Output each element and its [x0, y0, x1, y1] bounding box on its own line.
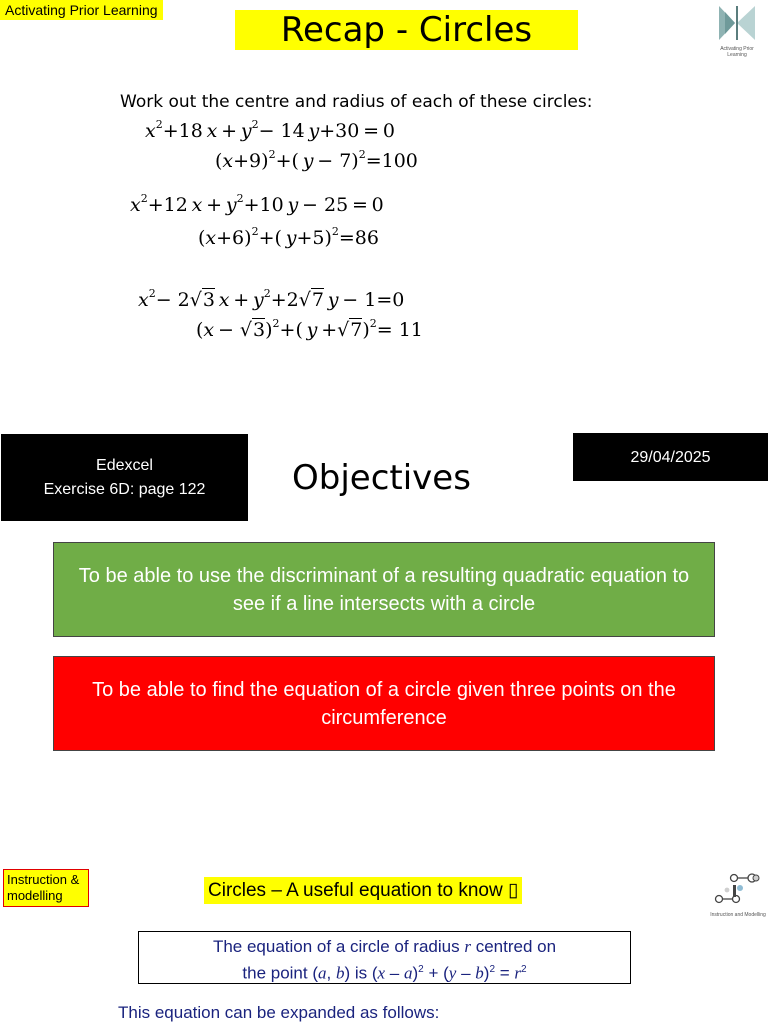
answer-2-equation [198, 227, 379, 249]
q3-y: y [253, 289, 264, 311]
q2-plus: + [206, 194, 223, 216]
slide-objectives [0, 430, 768, 850]
q3-y-exp: 2 [263, 287, 271, 300]
q2-x-exp: 2 [140, 192, 148, 205]
eq-square-1: 2 [418, 964, 424, 975]
a1-rhs: =100 [365, 150, 418, 172]
a1-x: x [222, 150, 234, 172]
q3-coef-y: +2√ [270, 289, 311, 311]
q2-y2: y [287, 194, 299, 216]
eq-text-3: the point ( [242, 963, 318, 983]
eq-square-2: 2 [489, 964, 495, 975]
q1-y: y [240, 120, 252, 142]
a3-plus-root: +√ [321, 319, 350, 341]
eq-text-2: centred on [475, 937, 557, 956]
apl-logo-caption: Activating Prior Learning [720, 46, 754, 58]
question-1-equation [145, 120, 395, 142]
expand-text: This equation can be expanded as follows: [118, 1003, 440, 1022]
q1-x2: x [206, 120, 218, 142]
a2-plus: +( [258, 227, 282, 249]
eq-r: r [514, 963, 522, 983]
slide-recap [0, 0, 768, 430]
q1-x-exp: 2 [155, 118, 163, 131]
activating-prior-learning-tag: Activating Prior Learning [0, 0, 163, 20]
eq-x: x [377, 963, 386, 983]
a1-plus: +( [275, 150, 299, 172]
q2-x: x [130, 194, 141, 216]
q1-y2: y [308, 120, 320, 142]
a3-x: x [203, 319, 215, 341]
circles-title-text: Circles – A useful equation to know [208, 880, 503, 901]
q1-const: +30 = 0 [319, 120, 395, 142]
q1-plus: + [221, 120, 238, 142]
a3-open: ( [196, 319, 204, 341]
eq-minus-1: – [389, 963, 400, 983]
a1-exp2: 2 [358, 148, 366, 161]
a3-minus-root: − √ [217, 319, 253, 341]
eq-centre-a: a [318, 963, 327, 983]
eq-square-3: 2 [521, 964, 527, 975]
apl-logo-icon [715, 4, 759, 42]
q2-const: − 25 = 0 [302, 194, 384, 216]
a2-y: y [285, 227, 297, 249]
exercise-reference-box [1, 434, 248, 521]
a2-x: x [205, 227, 217, 249]
q1-coef-y: − 14 [258, 120, 305, 142]
a1-xterm: +9) [233, 150, 269, 172]
q3-const: − 1=0 [342, 289, 405, 311]
a2-exp1: 2 [251, 225, 259, 238]
a1-yterm: − 7) [317, 150, 359, 172]
q3-root7: 7 [311, 289, 324, 311]
eq-text-4: ) is ( [344, 963, 378, 983]
recap-instruction: Work out the centre and radius of each of these circles: [120, 92, 593, 112]
q1-coef-x: +18 [162, 120, 203, 142]
slide-instruction [0, 850, 768, 1024]
circle-equation-line-1 [139, 935, 630, 958]
a1-exp1: 2 [268, 148, 276, 161]
activating-prior-learning-logo [712, 4, 762, 60]
objective-1 [53, 542, 715, 637]
modelling-logo-caption: Instruction and Modelling [710, 912, 766, 918]
q1-x: x [145, 120, 156, 142]
q2-coef-y: +10 [243, 194, 284, 216]
a2-xterm: +6) [216, 227, 252, 249]
objective-1-text: To be able to use the discriminant of a resulting quadratic equation to see if a line intersects with a circle [78, 564, 690, 615]
objective-2 [53, 656, 715, 751]
a2-yterm: +5) [296, 227, 332, 249]
a3-rhs: = 11 [376, 319, 423, 341]
question-3-equation [138, 289, 404, 311]
missing-glyph-icon: ▯ [507, 880, 519, 901]
a2-open: ( [198, 227, 206, 249]
page-title: Recap - Circles [235, 10, 578, 50]
a3-root3: 3 [253, 319, 266, 341]
q2-y: y [225, 194, 237, 216]
eq-a: a [404, 963, 413, 983]
a3-close2: ) [362, 319, 370, 341]
eq-comma: , [326, 963, 332, 983]
eq-equals: = [499, 963, 510, 983]
q2-x2: x [191, 194, 203, 216]
exam-board: Edexcel [96, 456, 153, 474]
eq-radius-var: r [464, 937, 471, 956]
eq-b: b [475, 963, 484, 983]
eq-close-1: ) [412, 963, 419, 983]
q3-x-exp: 2 [148, 287, 156, 300]
a1-y: y [302, 150, 314, 172]
eq-close-2: ) [483, 963, 490, 983]
a3-root7: 7 [350, 319, 363, 341]
modelling-logo-icon [710, 868, 766, 908]
q3-coef-x: − 2√ [155, 289, 202, 311]
a3-y: y [306, 319, 318, 341]
circles-title [204, 877, 522, 904]
eq-y: y [448, 963, 457, 983]
q3-root3: 3 [202, 289, 215, 311]
q3-x: x [138, 289, 149, 311]
a3-plus: +( [279, 319, 303, 341]
q1-y-exp: 2 [251, 118, 259, 131]
answer-3-equation [196, 319, 423, 341]
circle-equation-line-2 [139, 958, 630, 985]
lesson-date: 29/04/2025 [630, 449, 711, 466]
a3-exp2: 2 [369, 317, 377, 330]
answer-1-equation [215, 150, 418, 172]
a2-exp2: 2 [331, 225, 339, 238]
q3-plus: + [233, 289, 250, 311]
eq-minus-2: – [461, 963, 471, 983]
instruction-modelling-logo [710, 868, 766, 928]
a1-open: ( [215, 150, 223, 172]
objective-2-text: To be able to find the equation of a circle given three points on the circumference [92, 678, 676, 729]
a3-close1: ) [265, 319, 273, 341]
q3-x2: x [218, 289, 230, 311]
question-2-equation [130, 194, 384, 216]
q2-y-exp: 2 [236, 192, 244, 205]
exercise-reference: Exercise 6D: page 122 [43, 480, 206, 498]
q3-y2: y [327, 289, 339, 311]
eq-plus: + ( [428, 963, 449, 983]
instruction-modelling-tag: Instruction & modelling [3, 869, 89, 907]
date-box [573, 433, 768, 481]
q2-coef-x: +12 [147, 194, 188, 216]
eq-centre-b: b [335, 963, 345, 983]
eq-text-1: The equation of a circle of radius [212, 937, 460, 956]
a3-exp1: 2 [272, 317, 280, 330]
a2-rhs: =86 [338, 227, 379, 249]
circle-equation-box [138, 931, 631, 984]
objectives-title: Objectives [292, 458, 471, 498]
